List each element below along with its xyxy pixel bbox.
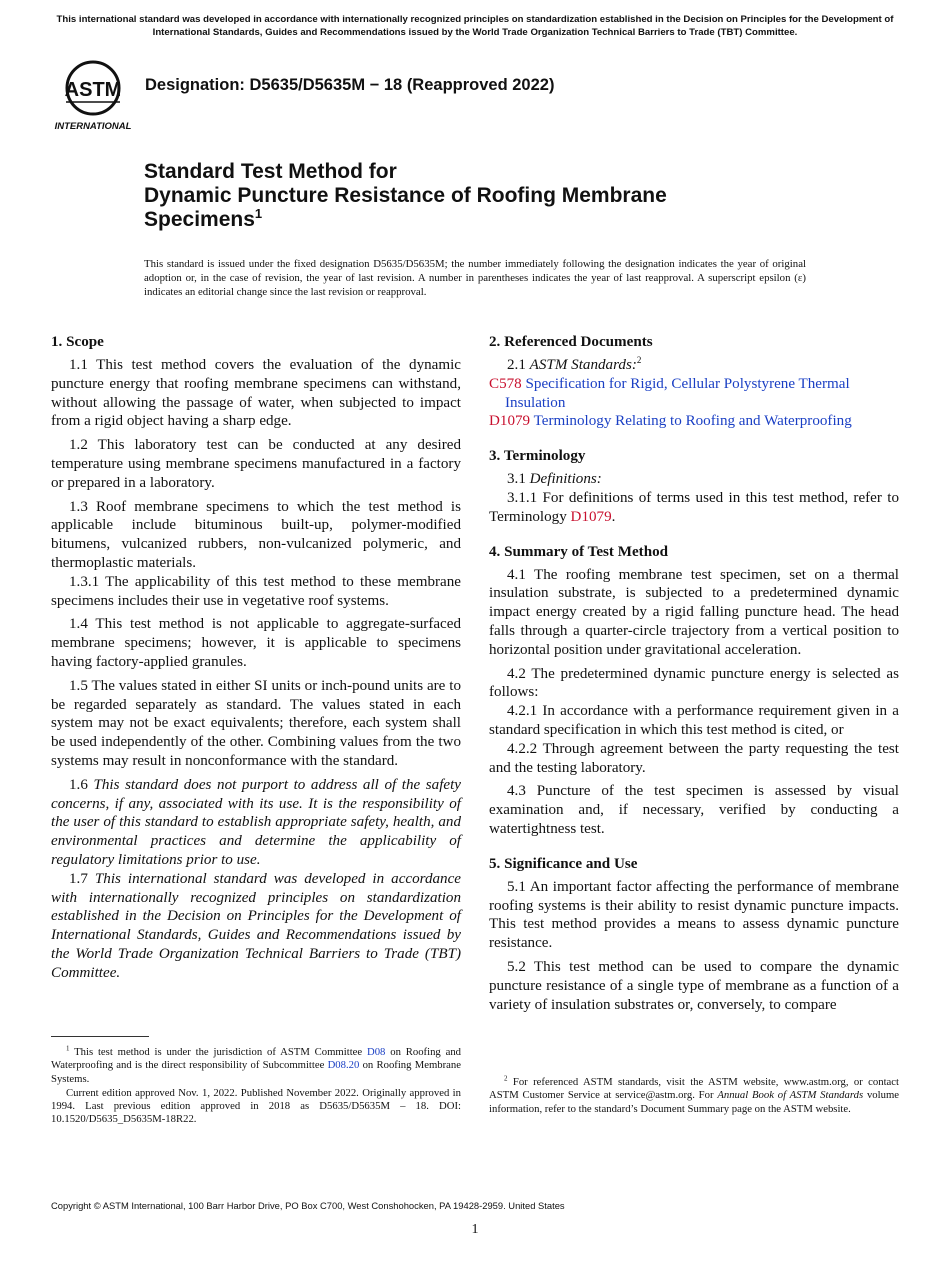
- page-number: 1: [471, 1222, 479, 1237]
- title-line-2: Dynamic Puncture Resistance of Roofing Membrane: [144, 184, 667, 207]
- logo-subtext: INTERNATIONAL: [54, 121, 132, 132]
- link-d08-20[interactable]: D08.20: [327, 1059, 360, 1072]
- footnote-1-edition: Current edition approved Nov. 1, 2022. Published November 2022. Originally approved in 1994. Last previous edition approved in 2018 as D5635/D5635M – 18. DOI: 10.1520/D5635_D5635M-18R22.: [51, 1086, 461, 1126]
- designation: Designation: D5635/D5635M − 18 (Reapproved 2022): [145, 76, 555, 94]
- para-1-5: 1.5 The values stated in either SI units or inch-pound units are to be regarded separately as standard. The values stated in each system may not be exact equivalents; therefore, each system shall be used independently of the other. Combining values from the two systems may result in nonconformance with the standard.: [51, 677, 461, 769]
- footnote-rule: [51, 1036, 149, 1037]
- para-5-1: 5.1 An important factor affecting the performance of membrane roofing systems is their ability to resist dynamic puncture impacts. This test method provides a means to assess dynamic puncture resistance.: [489, 878, 899, 952]
- section-2-heading: 2. Referenced Documents: [489, 334, 653, 350]
- para-1-3: 1.3 Roof membrane specimens to which the test method is applicable include bituminous built-up, polymer-modified bitumens, vulcanized rubbers, non-vulcanized polymeric, and thermoplastic materials.: [51, 498, 461, 571]
- para-3-1: [489, 470, 899, 489]
- para-1-7-num: 1.7: [69, 870, 88, 887]
- para-1-7-text: This international standard was developed in accordance with internationally recognized principles on standardization established in the Decision on Principles for the Development of International Standards, Guides and Recommendations issued by the World Trade Organization Technical Barriers to Trade (TBT) Committee.: [51, 870, 461, 981]
- para-1-3-1: 1.3.1 The applicability of this test method to these membrane specimens includes their use in vegetative roof systems.: [51, 573, 461, 609]
- para-4-3: 4.3 Puncture of the test specimen is assessed by visual examination and, if necessary, verified by conducting a watertightness test.: [489, 783, 899, 837]
- footnote-2-text-a: For referenced ASTM standards, visit the ASTM website, www.astm.org, or contact ASTM Customer Service at service@astm.org. For: [489, 1076, 900, 1102]
- ref-title-d1079[interactable]: Terminology Relating to Roofing and Waterproofing: [533, 413, 852, 430]
- para-1-7: [51, 870, 461, 983]
- copyright: Copyright © ASTM International, 100 Barr Harbor Drive, PO Box C700, West Conshohocken, PA 19428-2959. United States: [51, 1200, 565, 1211]
- document-title: [144, 160, 844, 232]
- para-1-4: 1.4 This test method is not applicable to aggregate-surfaced membrane specimens; however, it is applicable to specimens having factory-applied granules.: [51, 616, 461, 670]
- right-column: [489, 332, 899, 1019]
- title-line-3: Specimens: [144, 208, 255, 231]
- ref-code-d1079[interactable]: D1079: [489, 413, 531, 430]
- footnote-2-mark: 2: [504, 1074, 508, 1083]
- para-2-1: [489, 356, 899, 375]
- link-d1079[interactable]: D1079: [570, 508, 612, 525]
- para-5-2: 5.2 This test method can be used to compare the dynamic puncture resistance of a single type of membrane as a function of a variety of insulation substrates or, conversely, to compare: [489, 958, 899, 1013]
- footnote-1: [51, 1046, 461, 1128]
- para-4-2: 4.2 The predetermined dynamic puncture energy is selected as follows:: [489, 665, 899, 701]
- title-line-1: Standard Test Method for: [144, 160, 397, 183]
- para-3-1-1-end: .: [611, 508, 616, 525]
- section-5-heading: 5. Significance and Use: [489, 855, 638, 872]
- logo-text: ASTM: [64, 79, 122, 101]
- para-2-1-num: 2.1: [507, 357, 526, 373]
- footnote-2: [489, 1076, 899, 1117]
- para-1-6-text: This standard does not purport to address all of the safety concerns, if any, associated with its use. It is the responsibility of the user of this standard to establish appropriate safety, health, and environmental practices and determine the applicability of regulatory limitations prior to use.: [51, 776, 461, 868]
- footnote-1-text-b: on Roofing and Waterproofing and is the direct responsibility of Subcommittee: [51, 1046, 462, 1072]
- reference-d1079[interactable]: [489, 412, 899, 431]
- para-3-1-num: 3.1: [507, 471, 526, 488]
- section-4-heading: 4. Summary of Test Method: [489, 543, 669, 560]
- title-footnote-mark: 1: [254, 206, 263, 221]
- para-2-1-label: ASTM Standards:: [529, 357, 637, 373]
- footnote-2-italic: Annual Book of ASTM Standards: [717, 1089, 864, 1102]
- footnote-1-text-a: This test method is under the jurisdiction of ASTM Committee: [74, 1046, 363, 1058]
- para-3-1-1: [489, 489, 899, 527]
- ref-code-c578[interactable]: C578: [489, 375, 522, 392]
- para-1-1: 1.1 This test method covers the evaluation of the dynamic puncture energy that roofing membrane specimens can withstand, without allowing the passage of water, when subjected to impact from a rigid object having a sharp edge.: [51, 357, 461, 430]
- ref-title-c578[interactable]: Specification for Rigid, Cellular Polystyrene Thermal Insulation: [505, 375, 850, 411]
- para-1-6-num: 1.6: [69, 776, 88, 793]
- reference-c578[interactable]: [489, 375, 899, 413]
- left-column: [51, 332, 461, 988]
- para-4-2-2: 4.2.2 Through agreement between the party requesting the test and the testing laboratory.: [489, 740, 899, 776]
- astm-logo: [52, 58, 134, 134]
- para-1-2: 1.2 This laboratory test can be conducted at any desired temperature using membrane specimens manufactured in a factory or prepared in a laboratory.: [51, 437, 461, 491]
- issued-note: This standard is issued under the fixed designation D5635/D5635M; the number immediately following the designation indicates the year of original adoption or, in the case of revision, the year of last revision. A number in parentheses indicates the year of last reapproval. A superscript epsilon (ε) indicates an editorial change since the last revision or reapproval.: [144, 258, 806, 298]
- para-3-1-1-text: 3.1.1 For definitions of terms used in this test method, refer to Terminology: [489, 489, 899, 525]
- para-4-1: 4.1 The roofing membrane test specimen, set on a thermal insulation substrate, is subjected to a predetermined dynamic impact energy created by a rigid falling puncture head. The head falls through a quarter-circle trajectory from a vertical position to horizontal position under gravitational acceleration.: [489, 566, 899, 658]
- footnote-1-text-c: on Roofing Membrane Systems.: [51, 1059, 462, 1085]
- link-d08[interactable]: D08: [366, 1046, 386, 1058]
- para-4-2-1: 4.2.1 In accordance with a performance requirement given in a standard specification in which this test method is cited, or: [489, 703, 899, 738]
- tbt-notice: This international standard was developed in accordance with internationally recognized principles on standardization established in the Decision on Principles for the Development of International Standards, Guides and Recommendations issued by the World Trade Organization Technical Barriers to Trade (TBT) Committee.: [56, 14, 894, 38]
- section-1-heading: 1. Scope: [51, 334, 104, 350]
- section-3-heading: 3. Terminology: [489, 448, 586, 465]
- footnote-2-text-b: volume information, refer to the standard’s Document Summary page on the ASTM website.: [489, 1089, 899, 1115]
- para-3-1-label: Definitions:: [529, 471, 602, 488]
- para-2-1-mark: 2: [636, 354, 642, 365]
- para-1-6: [51, 776, 461, 870]
- footnote-1-mark: 1: [66, 1044, 70, 1053]
